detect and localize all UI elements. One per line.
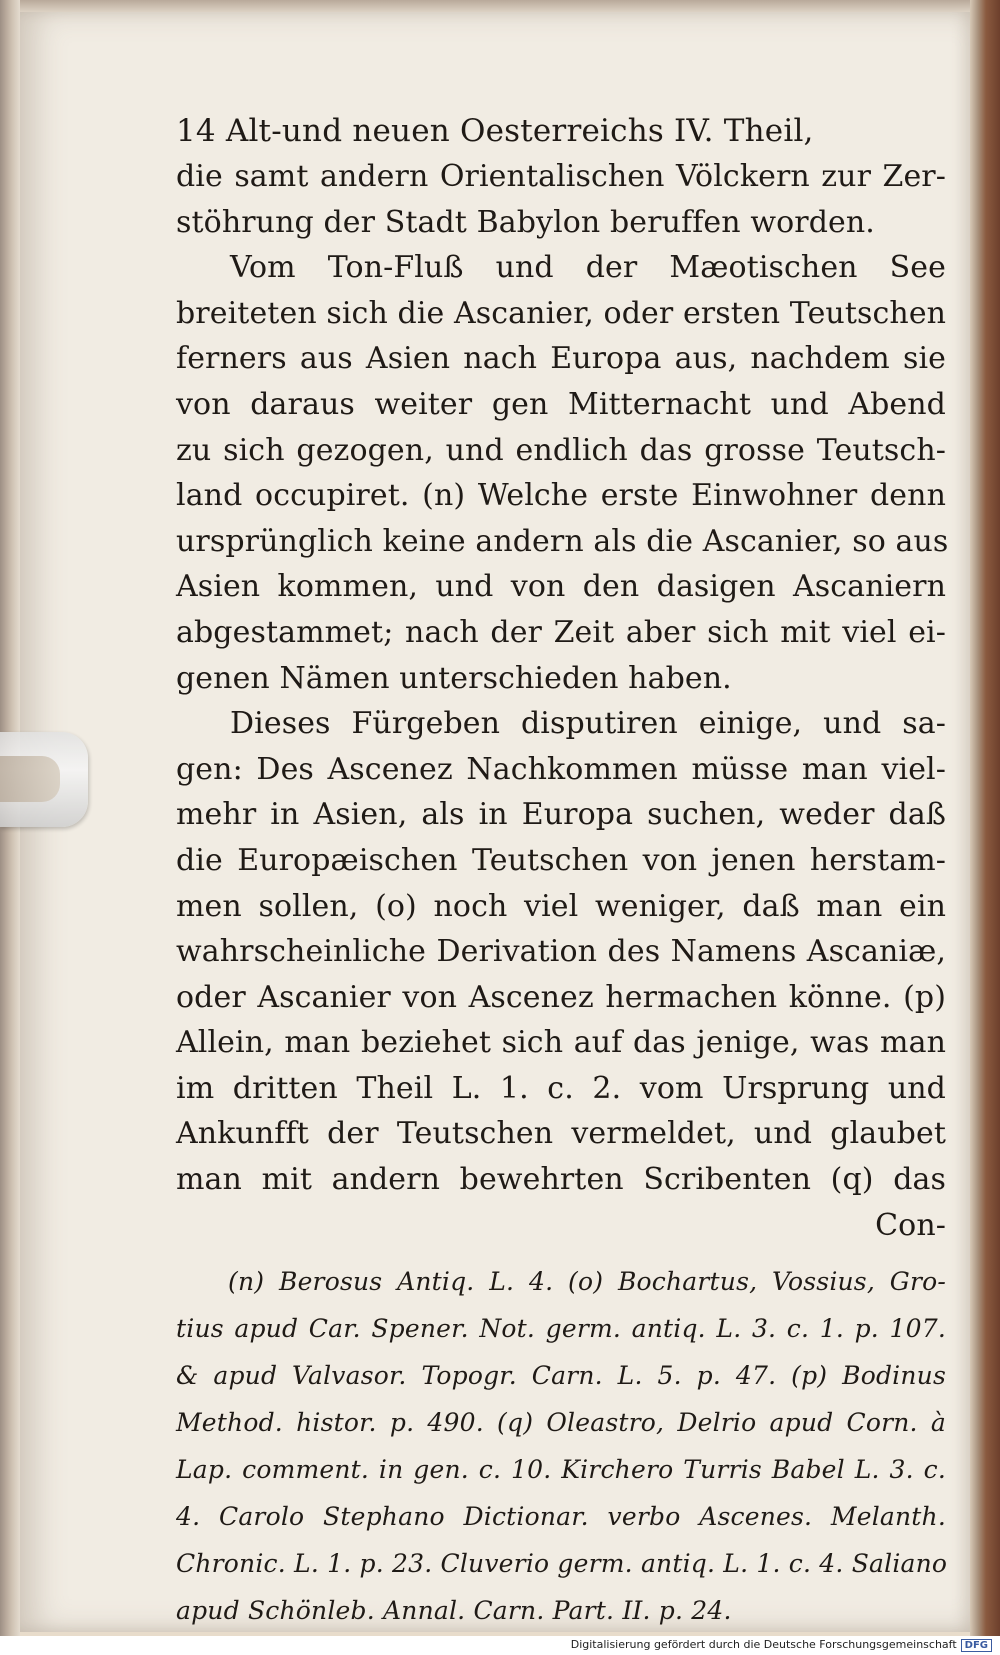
- body-line: mehr in Asien, als in Europa suchen, weder daß: [176, 797, 946, 833]
- footnote-line: Lap. comment. in gen. c. 10. Kirchero Turris Babel L. 3. c.: [176, 1455, 946, 1485]
- footnote-line: Method. histor. p. 490. (q) Oleastro, Delrio apud Corn. à: [176, 1408, 946, 1438]
- body-line: land occupiret. (n) Welche erste Einwohner denn: [176, 478, 946, 514]
- body-line: wahrscheinliche Derivation des Namens Ascaniæ,: [176, 934, 946, 970]
- body-line: im dritten Theil L. 1. c. 2. vom Ursprung und: [176, 1070, 946, 1106]
- body-line: Asien kommen, und von den dasigen Ascaniern: [176, 569, 946, 605]
- footnotes: [176, 1258, 946, 1634]
- body-line: Allein, man beziehet sich auf das jenige, was man: [176, 1025, 946, 1061]
- page-edge-top: [0, 0, 1000, 12]
- body-line: men sollen, (o) noch viel weniger, daß man ein: [176, 888, 946, 924]
- footnote-line: (n) Berosus Antiq. L. 4. (o) Bochartus, Vossius, Gro-: [228, 1267, 946, 1297]
- page-text: [176, 108, 949, 1634]
- footnote-line: apud Schönleb. Annal. Carn. Part. II. p. 24.: [176, 1596, 732, 1626]
- body-line: Ankunfft der Teutschen vermeldet, und glaubet: [176, 1116, 946, 1152]
- body-text: [176, 154, 949, 1248]
- book-cover-edge: [970, 0, 1000, 1636]
- body-line: abgestammet; nach der Zeit aber sich mit viel ei-: [176, 614, 946, 650]
- page-number: 14: [176, 113, 216, 149]
- body-line: von daraus weiter gen Mitternacht und Abend: [176, 386, 946, 422]
- catchword: Con-: [875, 1207, 946, 1243]
- body-line: ferners aus Asien nach Europa aus, nachdem sie: [176, 341, 946, 377]
- footnote-line: & apud Valvasor. Topogr. Carn. L. 5. p. 47. (p) Bodinus: [176, 1361, 946, 1391]
- digitization-credit: [571, 1638, 992, 1652]
- footnote-line: tius apud Car. Spener. Not. germ. antiq. L. 3. c. 1. p. 107.: [176, 1314, 946, 1344]
- running-title: Alt-und neuen Oesterreichs IV. Theil,: [225, 113, 814, 149]
- running-header: [176, 108, 946, 154]
- body-line: gen: Des Ascenez Nachkommen müsse man viel-: [176, 751, 946, 787]
- dfg-logo: DFG: [961, 1639, 992, 1652]
- body-line: man mit andern bewehrten Scribenten (q) das: [176, 1162, 946, 1198]
- body-line: Dieses Fürgeben disputiren einige, und sa-: [230, 706, 946, 742]
- body-line: Vom Ton-Fluß und der Mæotischen See: [230, 250, 946, 286]
- body-line: die Europæischen Teutschen von jenen herstam-: [176, 842, 946, 878]
- body-line: oder Ascanier von Ascenez hermachen könne. (p): [176, 979, 946, 1015]
- body-line: die samt andern Orientalischen Völckern zur Zer-: [176, 159, 946, 194]
- bookmark-clip-opening: [0, 756, 60, 802]
- body-line: genen Nämen unterschieden haben.: [176, 660, 732, 696]
- footnote-line: 4. Carolo Stephano Dictionar. verbo Ascenes. Melanth.: [176, 1502, 946, 1532]
- body-line: ursprünglich keine andern als die Ascanier, so aus: [176, 523, 949, 559]
- footnote-line: Chronic. L. 1. p. 23. Cluverio germ. antiq. L. 1. c. 4. Saliano: [176, 1549, 948, 1579]
- body-line: zu sich gezogen, und endlich das grosse Teutsch-: [176, 432, 946, 468]
- body-line: breiteten sich die Ascanier, oder ersten Teutschen: [176, 295, 947, 331]
- body-line: stöhrung der Stadt Babylon beruffen worden.: [176, 204, 875, 240]
- credit-text: Digitalisierung gefördert durch die Deutsche Forschungsgemeinschaft: [570, 1638, 957, 1651]
